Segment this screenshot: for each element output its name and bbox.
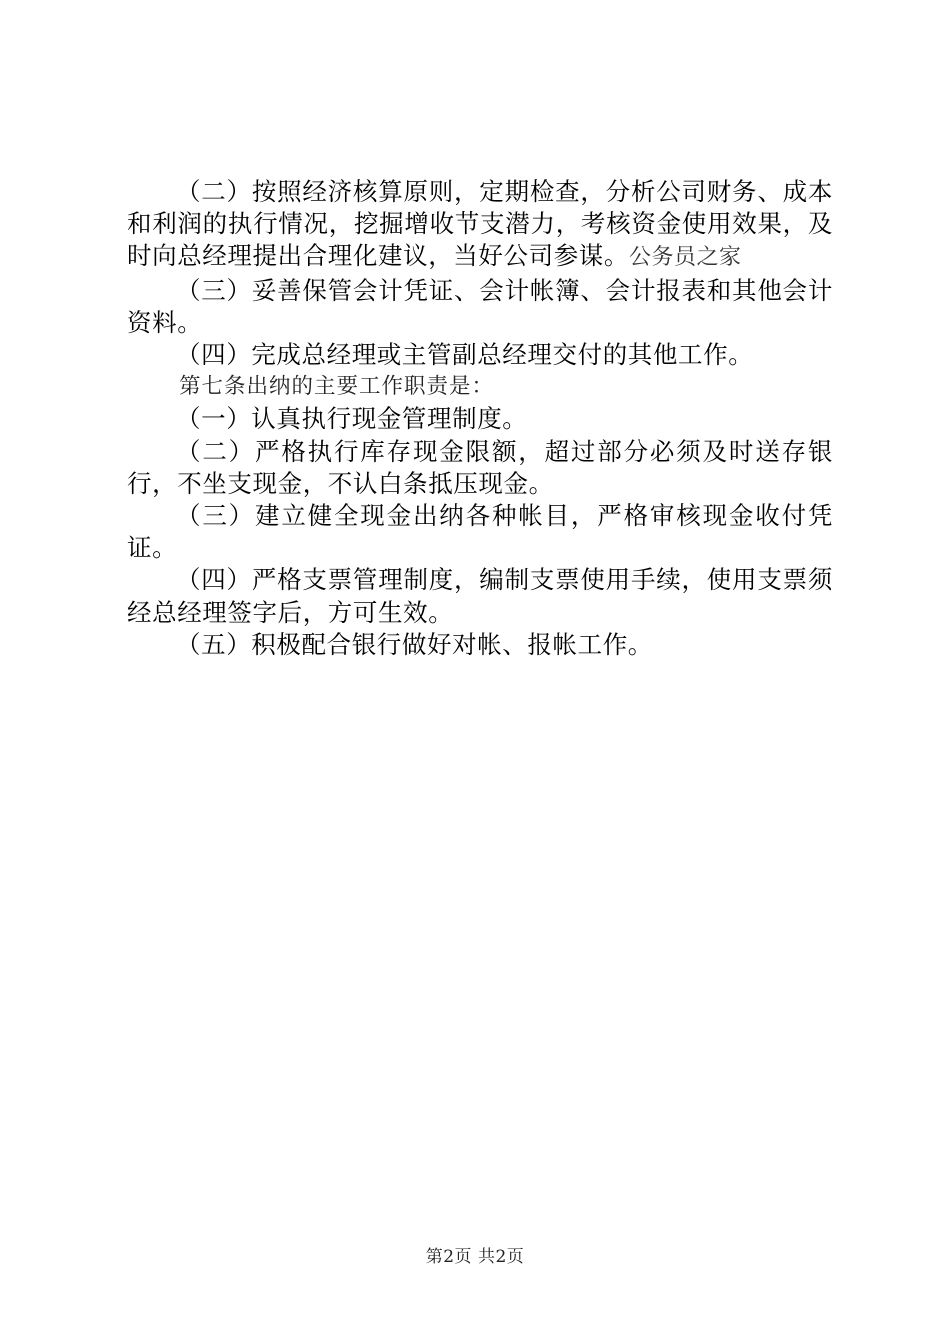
paragraph-text: （二）按照经济核算原则，定期检查，分析公司财务、成本和利润的执行情况，挖掘增收节支潜力，考核资金使用效果，及时向总经理提出合理化建议，当好公司参谋。 [127, 177, 833, 271]
article-seven-heading: 第七条出纳的主要工作职责是： [179, 374, 495, 400]
paragraph-cashier-duty-4: （四）严格支票管理制度，编制支票使用手续，使用支票须经总经理签字后，方可生效。 [127, 565, 833, 627]
paragraph-cashier-duty-2: （二）严格执行库存现金限额，超过部分必须及时送存银行，不坐支现金，不认白条抵压现金。 [127, 436, 833, 498]
paragraph-cashier-duty-1: （一）认真执行现金管理制度。 [176, 404, 528, 434]
paragraph-accounting-duty-2 [127, 176, 833, 275]
paragraph-accounting-duty-4: （四）完成总经理或主管副总经理交付的其他工作。 [176, 340, 754, 370]
page-number-footer: 第2页 共2页 [425, 1247, 525, 1267]
paragraph-accounting-duty-3: （三）妥善保管会计凭证、会计帐簿、会计报表和其他会计资料。 [127, 275, 833, 337]
paragraph-cashier-duty-5: （五）积极配合银行做好对帐、报帐工作。 [176, 629, 653, 659]
source-watermark-note: 公务员之家 [629, 245, 742, 271]
document-body [127, 176, 833, 661]
paragraph-cashier-duty-3: （三）建立健全现金出纳各种帐目，严格审核现金收付凭证。 [127, 501, 833, 563]
